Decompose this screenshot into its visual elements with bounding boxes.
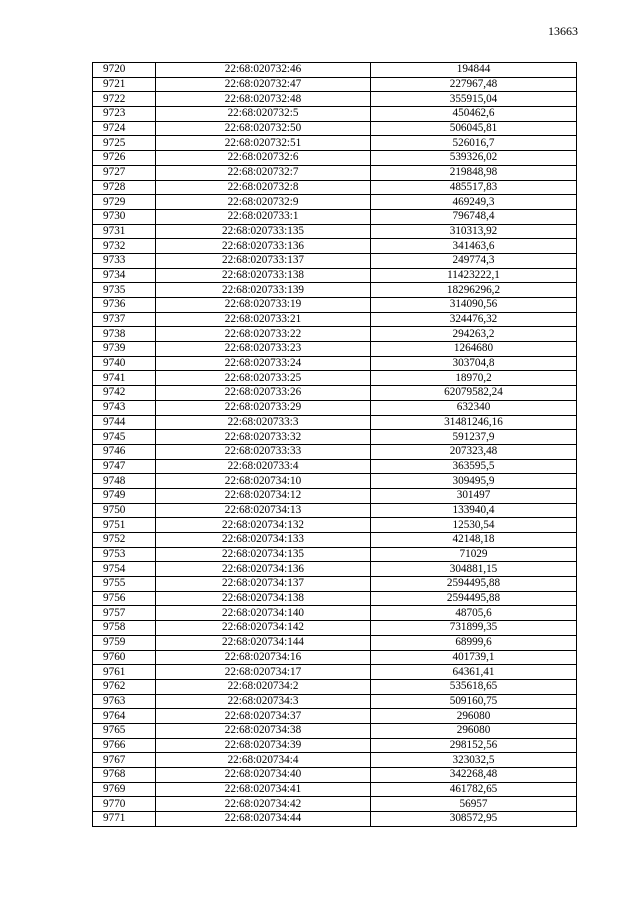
- row-number-cell: 9766: [93, 738, 156, 753]
- row-number-cell: 9742: [93, 386, 156, 401]
- row-number-cell: 9721: [93, 77, 156, 92]
- row-number-cell: 9732: [93, 239, 156, 254]
- value-cell: 62079582,24: [371, 386, 577, 401]
- value-cell: 509160,75: [371, 694, 577, 709]
- cadastral-number-cell: 22:68:020733:33: [156, 444, 371, 459]
- cadastral-number-cell: 22:68:020733:135: [156, 224, 371, 239]
- cadastral-number-cell: 22:68:020732:50: [156, 121, 371, 136]
- table-row: [93, 753, 577, 768]
- row-number-cell: 9761: [93, 665, 156, 680]
- row-number-cell: 9737: [93, 312, 156, 327]
- cadastral-number-cell: 22:68:020734:133: [156, 533, 371, 548]
- value-cell: 249774,3: [371, 253, 577, 268]
- cadastral-number-cell: 22:68:020733:138: [156, 268, 371, 283]
- row-number-cell: 9722: [93, 92, 156, 107]
- row-number-cell: 9746: [93, 444, 156, 459]
- cadastral-number-cell: 22:68:020733:26: [156, 386, 371, 401]
- value-cell: 314090,56: [371, 298, 577, 313]
- cadastral-number-cell: 22:68:020734:12: [156, 488, 371, 503]
- value-cell: 2594495,88: [371, 591, 577, 606]
- row-number-cell: 9745: [93, 430, 156, 445]
- table-row: [93, 650, 577, 665]
- value-cell: 48705,6: [371, 606, 577, 621]
- table-row: [93, 268, 577, 283]
- cadastral-number-cell: 22:68:020732:51: [156, 136, 371, 151]
- row-number-cell: 9758: [93, 621, 156, 636]
- cadastral-number-cell: 22:68:020732:9: [156, 195, 371, 210]
- row-number-cell: 9752: [93, 533, 156, 548]
- cadastral-number-cell: 22:68:020732:7: [156, 165, 371, 180]
- row-number-cell: 9734: [93, 268, 156, 283]
- cadastral-number-cell: 22:68:020734:2: [156, 679, 371, 694]
- cadastral-number-cell: 22:68:020734:144: [156, 635, 371, 650]
- cadastral-number-cell: 22:68:020734:136: [156, 562, 371, 577]
- value-cell: 363595,5: [371, 459, 577, 474]
- table-row: [93, 253, 577, 268]
- cadastral-number-cell: 22:68:020733:4: [156, 459, 371, 474]
- row-number-cell: 9769: [93, 782, 156, 797]
- value-cell: 355915,04: [371, 92, 577, 107]
- cadastral-number-cell: 22:68:020734:4: [156, 753, 371, 768]
- value-cell: 301497: [371, 488, 577, 503]
- row-number-cell: 9730: [93, 209, 156, 224]
- value-cell: 2594495,88: [371, 577, 577, 592]
- table-row: [93, 180, 577, 195]
- cadastral-number-cell: 22:68:020733:29: [156, 400, 371, 415]
- value-cell: 469249,3: [371, 195, 577, 210]
- cadastral-number-cell: 22:68:020734:137: [156, 577, 371, 592]
- table-row: [93, 518, 577, 533]
- row-number-cell: 9726: [93, 151, 156, 166]
- cadastral-number-cell: 22:68:020734:41: [156, 782, 371, 797]
- value-cell: 308572,95: [371, 812, 577, 827]
- row-number-cell: 9764: [93, 709, 156, 724]
- value-cell: 485517,83: [371, 180, 577, 195]
- table-row: [93, 298, 577, 313]
- cadastral-value-table: [92, 62, 577, 827]
- cadastral-number-cell: 22:68:020733:136: [156, 239, 371, 254]
- value-cell: 310313,92: [371, 224, 577, 239]
- value-cell: 11423222,1: [371, 268, 577, 283]
- value-cell: 296080: [371, 709, 577, 724]
- row-number-cell: 9724: [93, 121, 156, 136]
- value-cell: 133940,4: [371, 503, 577, 518]
- value-cell: 309495,9: [371, 474, 577, 489]
- table-row: [93, 400, 577, 415]
- cadastral-number-cell: 22:68:020733:22: [156, 327, 371, 342]
- row-number-cell: 9743: [93, 400, 156, 415]
- table-row: [93, 738, 577, 753]
- value-cell: 341463,6: [371, 239, 577, 254]
- table-row: [93, 488, 577, 503]
- cadastral-number-cell: 22:68:020732:47: [156, 77, 371, 92]
- table-row: [93, 92, 577, 107]
- row-number-cell: 9763: [93, 694, 156, 709]
- table-row: [93, 224, 577, 239]
- cadastral-number-cell: 22:68:020733:137: [156, 253, 371, 268]
- cadastral-number-cell: 22:68:020733:139: [156, 283, 371, 298]
- cadastral-number-cell: 22:68:020734:17: [156, 665, 371, 680]
- value-cell: 526016,7: [371, 136, 577, 151]
- cadastral-number-cell: 22:68:020734:40: [156, 768, 371, 783]
- value-cell: 324476,32: [371, 312, 577, 327]
- value-cell: 194844: [371, 63, 577, 78]
- table-row: [93, 635, 577, 650]
- row-number-cell: 9741: [93, 371, 156, 386]
- table-row: [93, 444, 577, 459]
- table-row: [93, 797, 577, 812]
- table-row: [93, 621, 577, 636]
- cadastral-number-cell: 22:68:020733:24: [156, 356, 371, 371]
- cadastral-number-cell: 22:68:020733:3: [156, 415, 371, 430]
- table-row: [93, 77, 577, 92]
- cadastral-number-cell: 22:68:020733:23: [156, 342, 371, 357]
- table-row: [93, 591, 577, 606]
- page-number: 13663: [548, 24, 578, 38]
- value-cell: 227967,48: [371, 77, 577, 92]
- cadastral-number-cell: 22:68:020734:10: [156, 474, 371, 489]
- table-row: [93, 694, 577, 709]
- table-row: [93, 63, 577, 78]
- cadastral-number-cell: 22:68:020734:44: [156, 812, 371, 827]
- value-cell: 506045,81: [371, 121, 577, 136]
- row-number-cell: 9720: [93, 63, 156, 78]
- row-number-cell: 9750: [93, 503, 156, 518]
- value-cell: 219848,98: [371, 165, 577, 180]
- table-row: [93, 239, 577, 254]
- table-row: [93, 195, 577, 210]
- value-cell: 207323,48: [371, 444, 577, 459]
- table-row: [93, 151, 577, 166]
- value-cell: 450462,6: [371, 107, 577, 122]
- value-cell: 56957: [371, 797, 577, 812]
- row-number-cell: 9723: [93, 107, 156, 122]
- cadastral-number-cell: 22:68:020734:38: [156, 723, 371, 738]
- row-number-cell: 9757: [93, 606, 156, 621]
- row-number-cell: 9747: [93, 459, 156, 474]
- value-cell: 42148,18: [371, 533, 577, 548]
- cadastral-number-cell: 22:68:020733:32: [156, 430, 371, 445]
- table-row: [93, 107, 577, 122]
- table-row: [93, 386, 577, 401]
- cadastral-number-cell: 22:68:020732:6: [156, 151, 371, 166]
- table-row: [93, 665, 577, 680]
- value-cell: 401739,1: [371, 650, 577, 665]
- row-number-cell: 9751: [93, 518, 156, 533]
- table-row: [93, 547, 577, 562]
- table-row: [93, 709, 577, 724]
- table-row: [93, 533, 577, 548]
- row-number-cell: 9755: [93, 577, 156, 592]
- value-cell: 1264680: [371, 342, 577, 357]
- table-row: [93, 606, 577, 621]
- cadastral-number-cell: 22:68:020734:3: [156, 694, 371, 709]
- value-cell: 31481246,16: [371, 415, 577, 430]
- value-cell: 18296296,2: [371, 283, 577, 298]
- table-row: [93, 562, 577, 577]
- cadastral-number-cell: 22:68:020732:5: [156, 107, 371, 122]
- row-number-cell: 9735: [93, 283, 156, 298]
- value-cell: 539326,02: [371, 151, 577, 166]
- value-cell: 18970,2: [371, 371, 577, 386]
- cadastral-number-cell: 22:68:020732:8: [156, 180, 371, 195]
- value-cell: 64361,41: [371, 665, 577, 680]
- cadastral-number-cell: 22:68:020734:37: [156, 709, 371, 724]
- table-row: [93, 342, 577, 357]
- table-row: [93, 768, 577, 783]
- value-cell: 632340: [371, 400, 577, 415]
- cadastral-number-cell: 22:68:020734:16: [156, 650, 371, 665]
- table-row: [93, 430, 577, 445]
- table-body: [93, 63, 577, 827]
- cadastral-number-cell: 22:68:020734:132: [156, 518, 371, 533]
- value-cell: 303704,8: [371, 356, 577, 371]
- table-row: [93, 283, 577, 298]
- row-number-cell: 9768: [93, 768, 156, 783]
- table-row: [93, 209, 577, 224]
- row-number-cell: 9756: [93, 591, 156, 606]
- value-cell: 71029: [371, 547, 577, 562]
- row-number-cell: 9733: [93, 253, 156, 268]
- cadastral-number-cell: 22:68:020734:140: [156, 606, 371, 621]
- table-row: [93, 165, 577, 180]
- row-number-cell: 9765: [93, 723, 156, 738]
- cadastral-number-cell: 22:68:020732:48: [156, 92, 371, 107]
- table-row: [93, 327, 577, 342]
- value-cell: 323032,5: [371, 753, 577, 768]
- row-number-cell: 9749: [93, 488, 156, 503]
- row-number-cell: 9753: [93, 547, 156, 562]
- cadastral-number-cell: 22:68:020732:46: [156, 63, 371, 78]
- cadastral-number-cell: 22:68:020734:39: [156, 738, 371, 753]
- row-number-cell: 9760: [93, 650, 156, 665]
- value-cell: 304881,15: [371, 562, 577, 577]
- value-cell: 591237,9: [371, 430, 577, 445]
- value-cell: 294263,2: [371, 327, 577, 342]
- row-number-cell: 9744: [93, 415, 156, 430]
- row-number-cell: 9767: [93, 753, 156, 768]
- table-row: [93, 356, 577, 371]
- table-row: [93, 121, 577, 136]
- table-row: [93, 782, 577, 797]
- cadastral-number-cell: 22:68:020734:42: [156, 797, 371, 812]
- cadastral-number-cell: 22:68:020734:135: [156, 547, 371, 562]
- cadastral-number-cell: 22:68:020733:19: [156, 298, 371, 313]
- value-cell: 68999,6: [371, 635, 577, 650]
- table-row: [93, 136, 577, 151]
- table-row: [93, 415, 577, 430]
- row-number-cell: 9771: [93, 812, 156, 827]
- row-number-cell: 9729: [93, 195, 156, 210]
- table-row: [93, 312, 577, 327]
- cadastral-number-cell: 22:68:020733:21: [156, 312, 371, 327]
- table-row: [93, 679, 577, 694]
- row-number-cell: 9748: [93, 474, 156, 489]
- table-row: [93, 577, 577, 592]
- value-cell: 731899,35: [371, 621, 577, 636]
- table-row: [93, 723, 577, 738]
- value-cell: 535618,65: [371, 679, 577, 694]
- value-cell: 342268,48: [371, 768, 577, 783]
- cadastral-number-cell: 22:68:020733:25: [156, 371, 371, 386]
- row-number-cell: 9725: [93, 136, 156, 151]
- value-cell: 12530,54: [371, 518, 577, 533]
- row-number-cell: 9731: [93, 224, 156, 239]
- table-row: [93, 371, 577, 386]
- row-number-cell: 9727: [93, 165, 156, 180]
- row-number-cell: 9759: [93, 635, 156, 650]
- value-cell: 298152,56: [371, 738, 577, 753]
- row-number-cell: 9770: [93, 797, 156, 812]
- cadastral-number-cell: 22:68:020733:1: [156, 209, 371, 224]
- row-number-cell: 9740: [93, 356, 156, 371]
- table-row: [93, 474, 577, 489]
- row-number-cell: 9762: [93, 679, 156, 694]
- row-number-cell: 9736: [93, 298, 156, 313]
- value-cell: 796748,4: [371, 209, 577, 224]
- value-cell: 296080: [371, 723, 577, 738]
- cadastral-number-cell: 22:68:020734:13: [156, 503, 371, 518]
- table-row: [93, 503, 577, 518]
- row-number-cell: 9739: [93, 342, 156, 357]
- row-number-cell: 9728: [93, 180, 156, 195]
- cadastral-number-cell: 22:68:020734:138: [156, 591, 371, 606]
- value-cell: 461782,65: [371, 782, 577, 797]
- table-row: [93, 459, 577, 474]
- row-number-cell: 9738: [93, 327, 156, 342]
- cadastral-number-cell: 22:68:020734:142: [156, 621, 371, 636]
- row-number-cell: 9754: [93, 562, 156, 577]
- table-row: [93, 812, 577, 827]
